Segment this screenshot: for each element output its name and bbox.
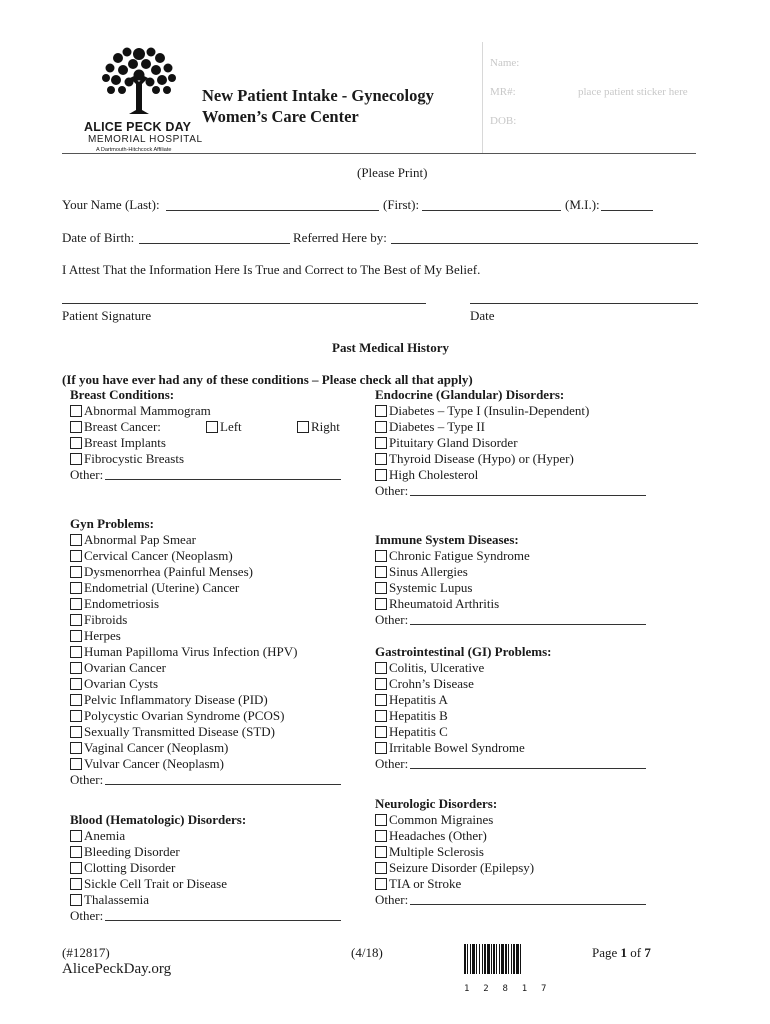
list-item[interactable]: Breast Cancer: [70,419,341,435]
list-item[interactable]: Thalassemia [70,892,341,908]
list-item[interactable]: Fibroids [70,612,341,628]
immune-section [375,532,646,628]
checkbox[interactable] [375,814,387,826]
logo-line-2: MEMORIAL HOSPITAL [88,134,203,145]
checkbox[interactable] [375,878,387,890]
other-row[interactable]: Other: [375,612,646,628]
sticker-mr-label: MR#: [490,86,516,98]
signature-label: Patient Signature [62,308,152,323]
other-row[interactable]: Other: [70,908,341,924]
barcode-digits: 1 2 8 1 7 [464,984,548,994]
list-item[interactable]: High Cholesterol [375,467,646,483]
tree-logo-icon [96,44,182,116]
checkbox[interactable] [70,437,82,449]
list-item[interactable]: Anemia [70,828,341,844]
list-item[interactable]: Sexually Transmitted Disease (STD) [70,724,341,740]
right-option[interactable]: Right [297,419,340,435]
dob-field[interactable] [139,243,290,244]
first-name-field[interactable] [422,210,561,211]
blood-title: Blood (Hematologic) Disorders: [70,812,247,827]
list-item[interactable]: Diabetes – Type II [375,419,646,435]
checkbox[interactable] [375,862,387,874]
referred-field[interactable] [391,243,698,244]
list-item[interactable]: Breast Implants [70,435,341,451]
other-row[interactable]: Other: [375,756,646,772]
first-name-label: (First): [383,197,420,212]
mi-label: (M.I.): [565,197,600,212]
checkbox[interactable] [375,726,387,738]
list-item[interactable]: Diabetes – Type I (Insulin-Dependent) [375,403,646,419]
list-item[interactable]: Herpes [70,628,341,644]
history-instruction: (If you have ever had any of these conditions – Please check all that apply) [62,372,473,387]
other-row[interactable]: Other: [375,892,646,908]
checkbox[interactable] [70,742,82,754]
referred-label: Referred Here by: [293,230,387,245]
list-item[interactable]: Sickle Cell Trait or Disease [70,876,341,892]
checkbox[interactable] [70,566,82,578]
checkbox[interactable] [375,421,387,433]
checkbox[interactable] [375,453,387,465]
sticker-divider [482,42,483,154]
checkbox[interactable] [375,437,387,449]
list-item[interactable]: Abnormal Pap Smear [70,532,341,548]
list-item[interactable]: Colitis, Ulcerative [375,660,646,676]
other-field[interactable] [105,920,341,921]
gi-section [375,644,646,772]
checkbox[interactable] [70,421,82,433]
checkbox[interactable] [70,582,82,594]
page-indicator: Page 1 of 7 [592,945,651,960]
list-item[interactable]: Crohn’s Disease [375,676,646,692]
header-rule [62,153,696,154]
list-item[interactable]: Endometriosis [70,596,341,612]
list-item[interactable]: Chronic Fatigue Syndrome [375,548,646,564]
gyn-problems-section [70,516,341,788]
other-row[interactable]: Other: [70,467,341,483]
list-item[interactable]: Hepatitis C [375,724,646,740]
breast-conditions-section [70,387,341,483]
checkbox[interactable] [70,894,82,906]
checkbox[interactable] [70,878,82,890]
dob-label: Date of Birth: [62,230,135,245]
list-item[interactable]: Sinus Allergies [375,564,646,580]
list-item[interactable]: Vulvar Cancer (Neoplasm) [70,756,341,772]
list-item[interactable]: Hepatitis B [375,708,646,724]
checkbox[interactable] [375,710,387,722]
checkbox[interactable] [375,598,387,610]
checkbox[interactable] [70,758,82,770]
list-item[interactable]: Vaginal Cancer (Neoplasm) [70,740,341,756]
list-item[interactable]: Multiple Sclerosis [375,844,646,860]
list-item[interactable]: Cervical Cancer (Neoplasm) [70,548,341,564]
checkbox[interactable] [70,726,82,738]
other-field[interactable] [410,624,646,625]
breast-conditions-title: Breast Conditions: [70,387,175,402]
checkbox[interactable] [375,694,387,706]
list-item[interactable]: Hepatitis A [375,692,646,708]
checkbox[interactable] [70,405,82,417]
gi-title: Gastrointestinal (GI) Problems: [375,644,552,659]
checkbox[interactable] [375,846,387,858]
website: AlicePeckDay.org [62,961,172,977]
checkbox[interactable] [70,862,82,874]
list-item[interactable]: Rheumatoid Arthritis [375,596,646,612]
form-number: (#12817) [62,945,110,960]
checkbox[interactable] [70,710,82,722]
list-item[interactable]: Thyroid Disease (Hypo) or (Hyper) [375,451,646,467]
checkbox[interactable] [70,453,82,465]
left-checkbox[interactable] [206,421,218,433]
other-row[interactable]: Other: [375,483,646,499]
list-item[interactable]: Abnormal Mammogram [70,403,341,419]
gyn-problems-title: Gyn Problems: [70,516,154,531]
list-item[interactable]: Dysmenorrhea (Painful Menses) [70,564,341,580]
immune-title: Immune System Diseases: [375,532,519,547]
checkbox[interactable] [70,678,82,690]
checkbox[interactable] [375,550,387,562]
checkbox[interactable] [70,614,82,626]
endocrine-title: Endocrine (Glandular) Disorders: [375,387,565,402]
right-checkbox[interactable] [297,421,309,433]
checkbox[interactable] [375,662,387,674]
checkbox[interactable] [70,846,82,858]
form-version: (4/18) [351,945,383,960]
checkbox[interactable] [70,830,82,842]
checkbox[interactable] [375,582,387,594]
date-label: Date [470,308,495,323]
mi-field[interactable] [601,210,653,211]
list-item[interactable]: TIA or Stroke [375,876,646,892]
history-title: Past Medical History [332,340,449,355]
last-name-field[interactable] [166,210,379,211]
list-item[interactable]: Irritable Bowel Syndrome [375,740,646,756]
form-title: New Patient Intake - Gynecology [202,86,434,105]
neurologic-section [375,796,646,908]
list-item[interactable]: Seizure Disorder (Epilepsy) [375,860,646,876]
sticker-name-label: Name: [490,57,520,69]
checkbox[interactable] [375,469,387,481]
checkbox[interactable] [70,598,82,610]
checkbox[interactable] [70,534,82,546]
list-item[interactable]: Systemic Lupus [375,580,646,596]
signature-field[interactable] [62,303,426,304]
logo-line-3: A Dartmouth-Hitchcock Affiliate [96,147,172,153]
left-option[interactable]: Left [206,419,242,435]
neurologic-title: Neurologic Disorders: [375,796,498,811]
checkbox[interactable] [375,830,387,842]
list-item[interactable]: Endometrial (Uterine) Cancer [70,580,341,596]
other-field[interactable] [410,904,646,905]
sticker-placeholder: place patient sticker here [578,86,688,98]
other-field[interactable] [105,784,341,785]
last-name-label: Your Name (Last): [62,197,160,212]
checkbox[interactable] [375,678,387,690]
blood-section [70,812,341,924]
list-item[interactable]: Ovarian Cancer [70,660,341,676]
other-row[interactable]: Other: [70,772,341,788]
other-field[interactable] [410,768,646,769]
list-item[interactable]: Pelvic Inflammatory Disease (PID) [70,692,341,708]
logo-line-1: ALICE PECK DAY [84,120,192,134]
list-item[interactable]: Bleeding Disorder [70,844,341,860]
checkbox[interactable] [375,405,387,417]
checkbox[interactable] [70,550,82,562]
hospital-logo [82,44,202,153]
attest-statement: I Attest That the Information Here Is True and Correct to The Best of My Belief. [62,262,481,277]
list-item[interactable]: Human Papilloma Virus Infection (HPV) [70,644,341,660]
list-item[interactable]: Polycystic Ovarian Syndrome (PCOS) [70,708,341,724]
sticker-dob-label: DOB: [490,115,517,127]
signature-date-field[interactable] [470,303,698,304]
list-item[interactable]: Ovarian Cysts [70,676,341,692]
list-item[interactable]: Pituitary Gland Disorder [375,435,646,451]
other-field[interactable] [410,495,646,496]
checkbox[interactable] [70,662,82,674]
checkbox[interactable] [375,742,387,754]
checkbox[interactable] [375,566,387,578]
other-field[interactable] [105,479,341,480]
barcode-icon [464,944,548,982]
list-item[interactable]: Headaches (Other) [375,828,646,844]
checkbox[interactable] [70,630,82,642]
checkbox[interactable] [70,694,82,706]
checkbox[interactable] [70,646,82,658]
endocrine-section [375,387,646,499]
please-print: (Please Print) [357,165,428,180]
list-item[interactable]: Common Migraines [375,812,646,828]
barcode [464,944,548,994]
list-item[interactable]: Fibrocystic Breasts [70,451,341,467]
list-item[interactable]: Clotting Disorder [70,860,341,876]
form-subtitle: Women’s Care Center [202,107,359,126]
